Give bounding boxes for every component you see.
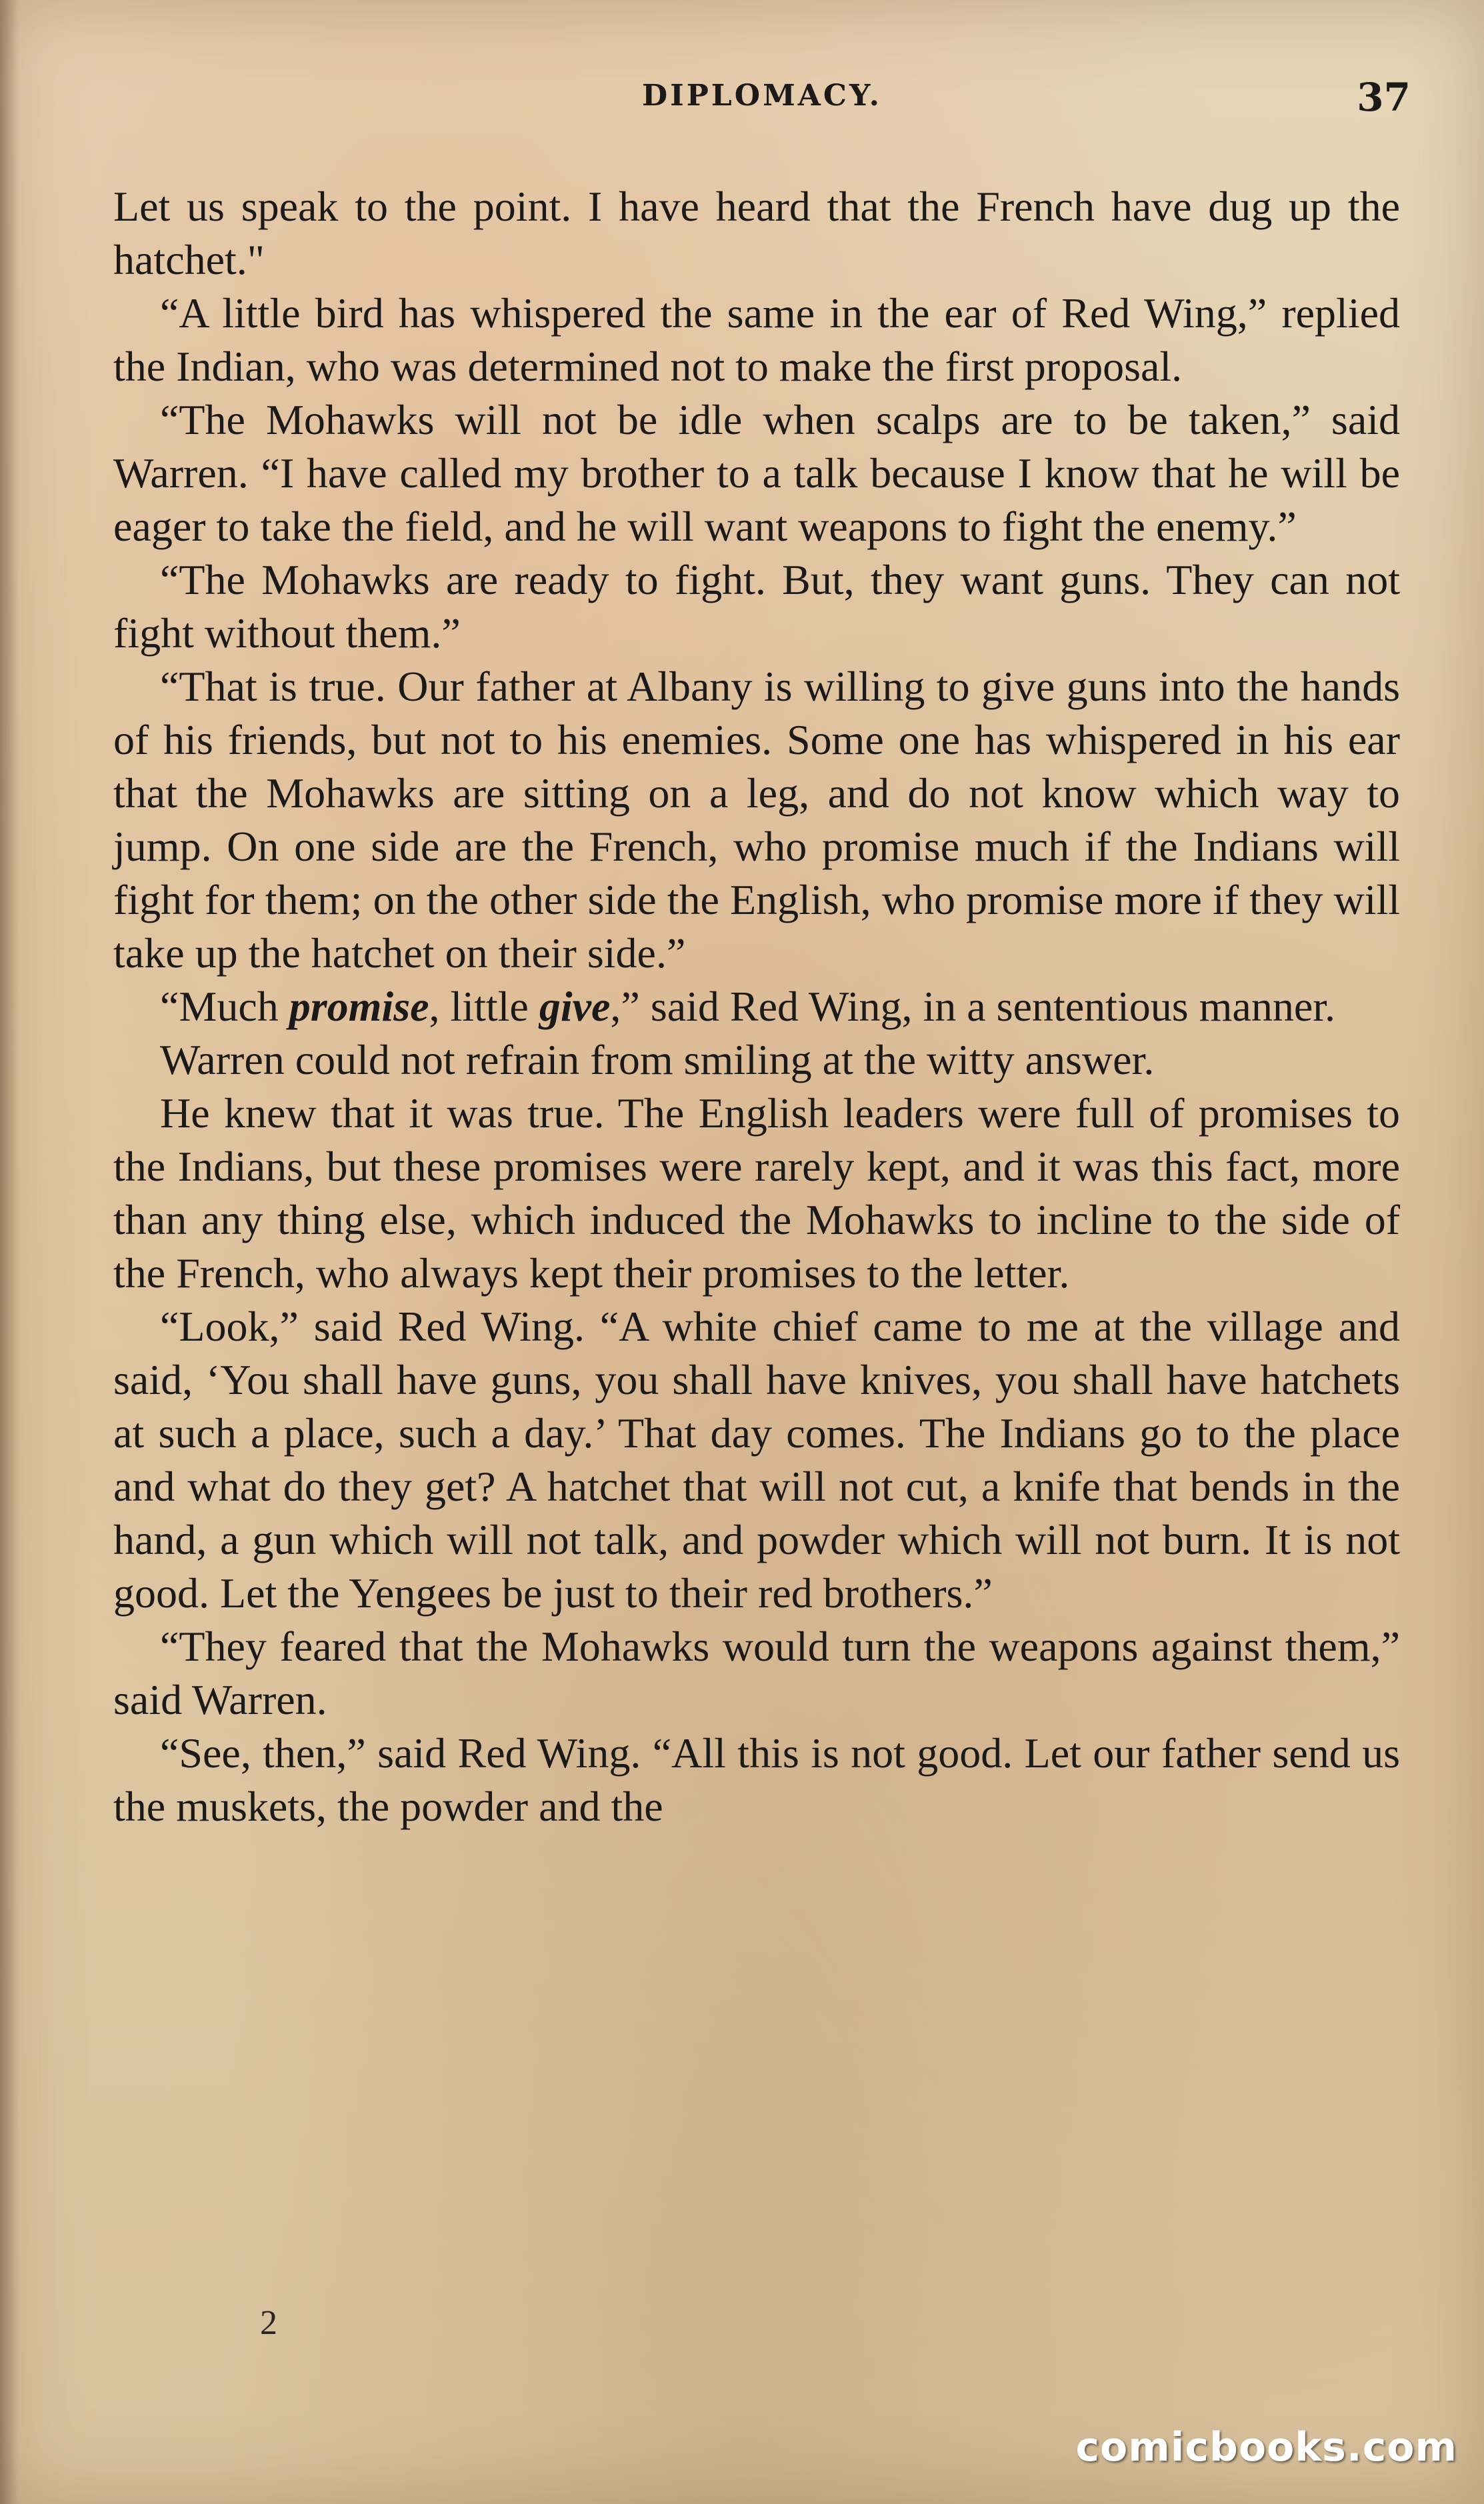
text-span: “Much <box>160 983 289 1030</box>
italic-word: give <box>539 983 611 1030</box>
paragraph: “Look,” said Red Wing. “A white chief came to me at the village and said, ‘You shall have guns, you shall have knives, you shall have hatchets at such a place, such a day.’ That day comes. The Indians go to the place and what do they get? A hatchet that will not cut, a knife that bends in the hand, a gun which will not talk, and powder which will not burn. It is not good. Let the Yengees be just to their red brothers.” <box>113 1303 1400 1617</box>
italic-word: promise <box>289 983 429 1030</box>
page-edge-shadow <box>0 0 19 2504</box>
text-span: , little <box>429 983 539 1030</box>
watermark: comicbooks.com <box>1075 2424 1457 2471</box>
signature-mark: 2 <box>260 2304 277 2342</box>
paragraph: “A little bird has whispered the same in the ear of Red Wing,” replied the Indian, who was determined not to make the first proposal. <box>113 289 1400 390</box>
running-head: DIPLOMACY. <box>641 79 882 113</box>
paragraph: “The Mohawks are ready to fight. But, they want guns. They can not fight without them.” <box>113 556 1400 657</box>
paragraph: “The Mohawks will not be idle when scalps are to be taken,” said Warren. “I have called my brother to a talk because I know that he will be eager to take the field, and he will want weapons to fight the enemy.” <box>113 396 1400 550</box>
paragraph: “That is true. Our father at Albany is willing to give guns into the hands of his friends, but not to his enemies. Some one has whispered in his ear that the Mohawks are sitting on a leg, and do not know which way to jump. On one side are the French, who promise much if the Indians will fight for them; on the other side the English, who promise more if they will take up the hatchet on their side.” <box>113 663 1400 977</box>
paragraph: He knew that it was true. The English leaders were full of promises to the Indians, but these promises were rarely kept, and it was this fact, more than any thing else, which induced the Mohawks to incline to the side of the French, who always kept their promises to the letter. <box>113 1089 1400 1297</box>
text-span: ,” said Red Wing, in a sententious manner. <box>610 983 1335 1030</box>
page-number: 37 <box>1357 75 1411 120</box>
paragraph: “They feared that the Mohawks would turn the weapons against them,” said Warren. <box>113 1623 1400 1723</box>
paragraph: Let us speak to the point. I have heard that the French have dug up the hatchet." <box>113 183 1400 283</box>
page-header <box>113 75 1411 132</box>
paragraph: Warren could not refrain from smiling at the witty answer. <box>160 1036 1155 1083</box>
paragraph: “See, then,” said Red Wing. “All this is not good. Let our father send us the muskets, the powder and the <box>113 1729 1400 1830</box>
paragraph <box>113 980 1400 1033</box>
body-text <box>113 180 1400 1833</box>
